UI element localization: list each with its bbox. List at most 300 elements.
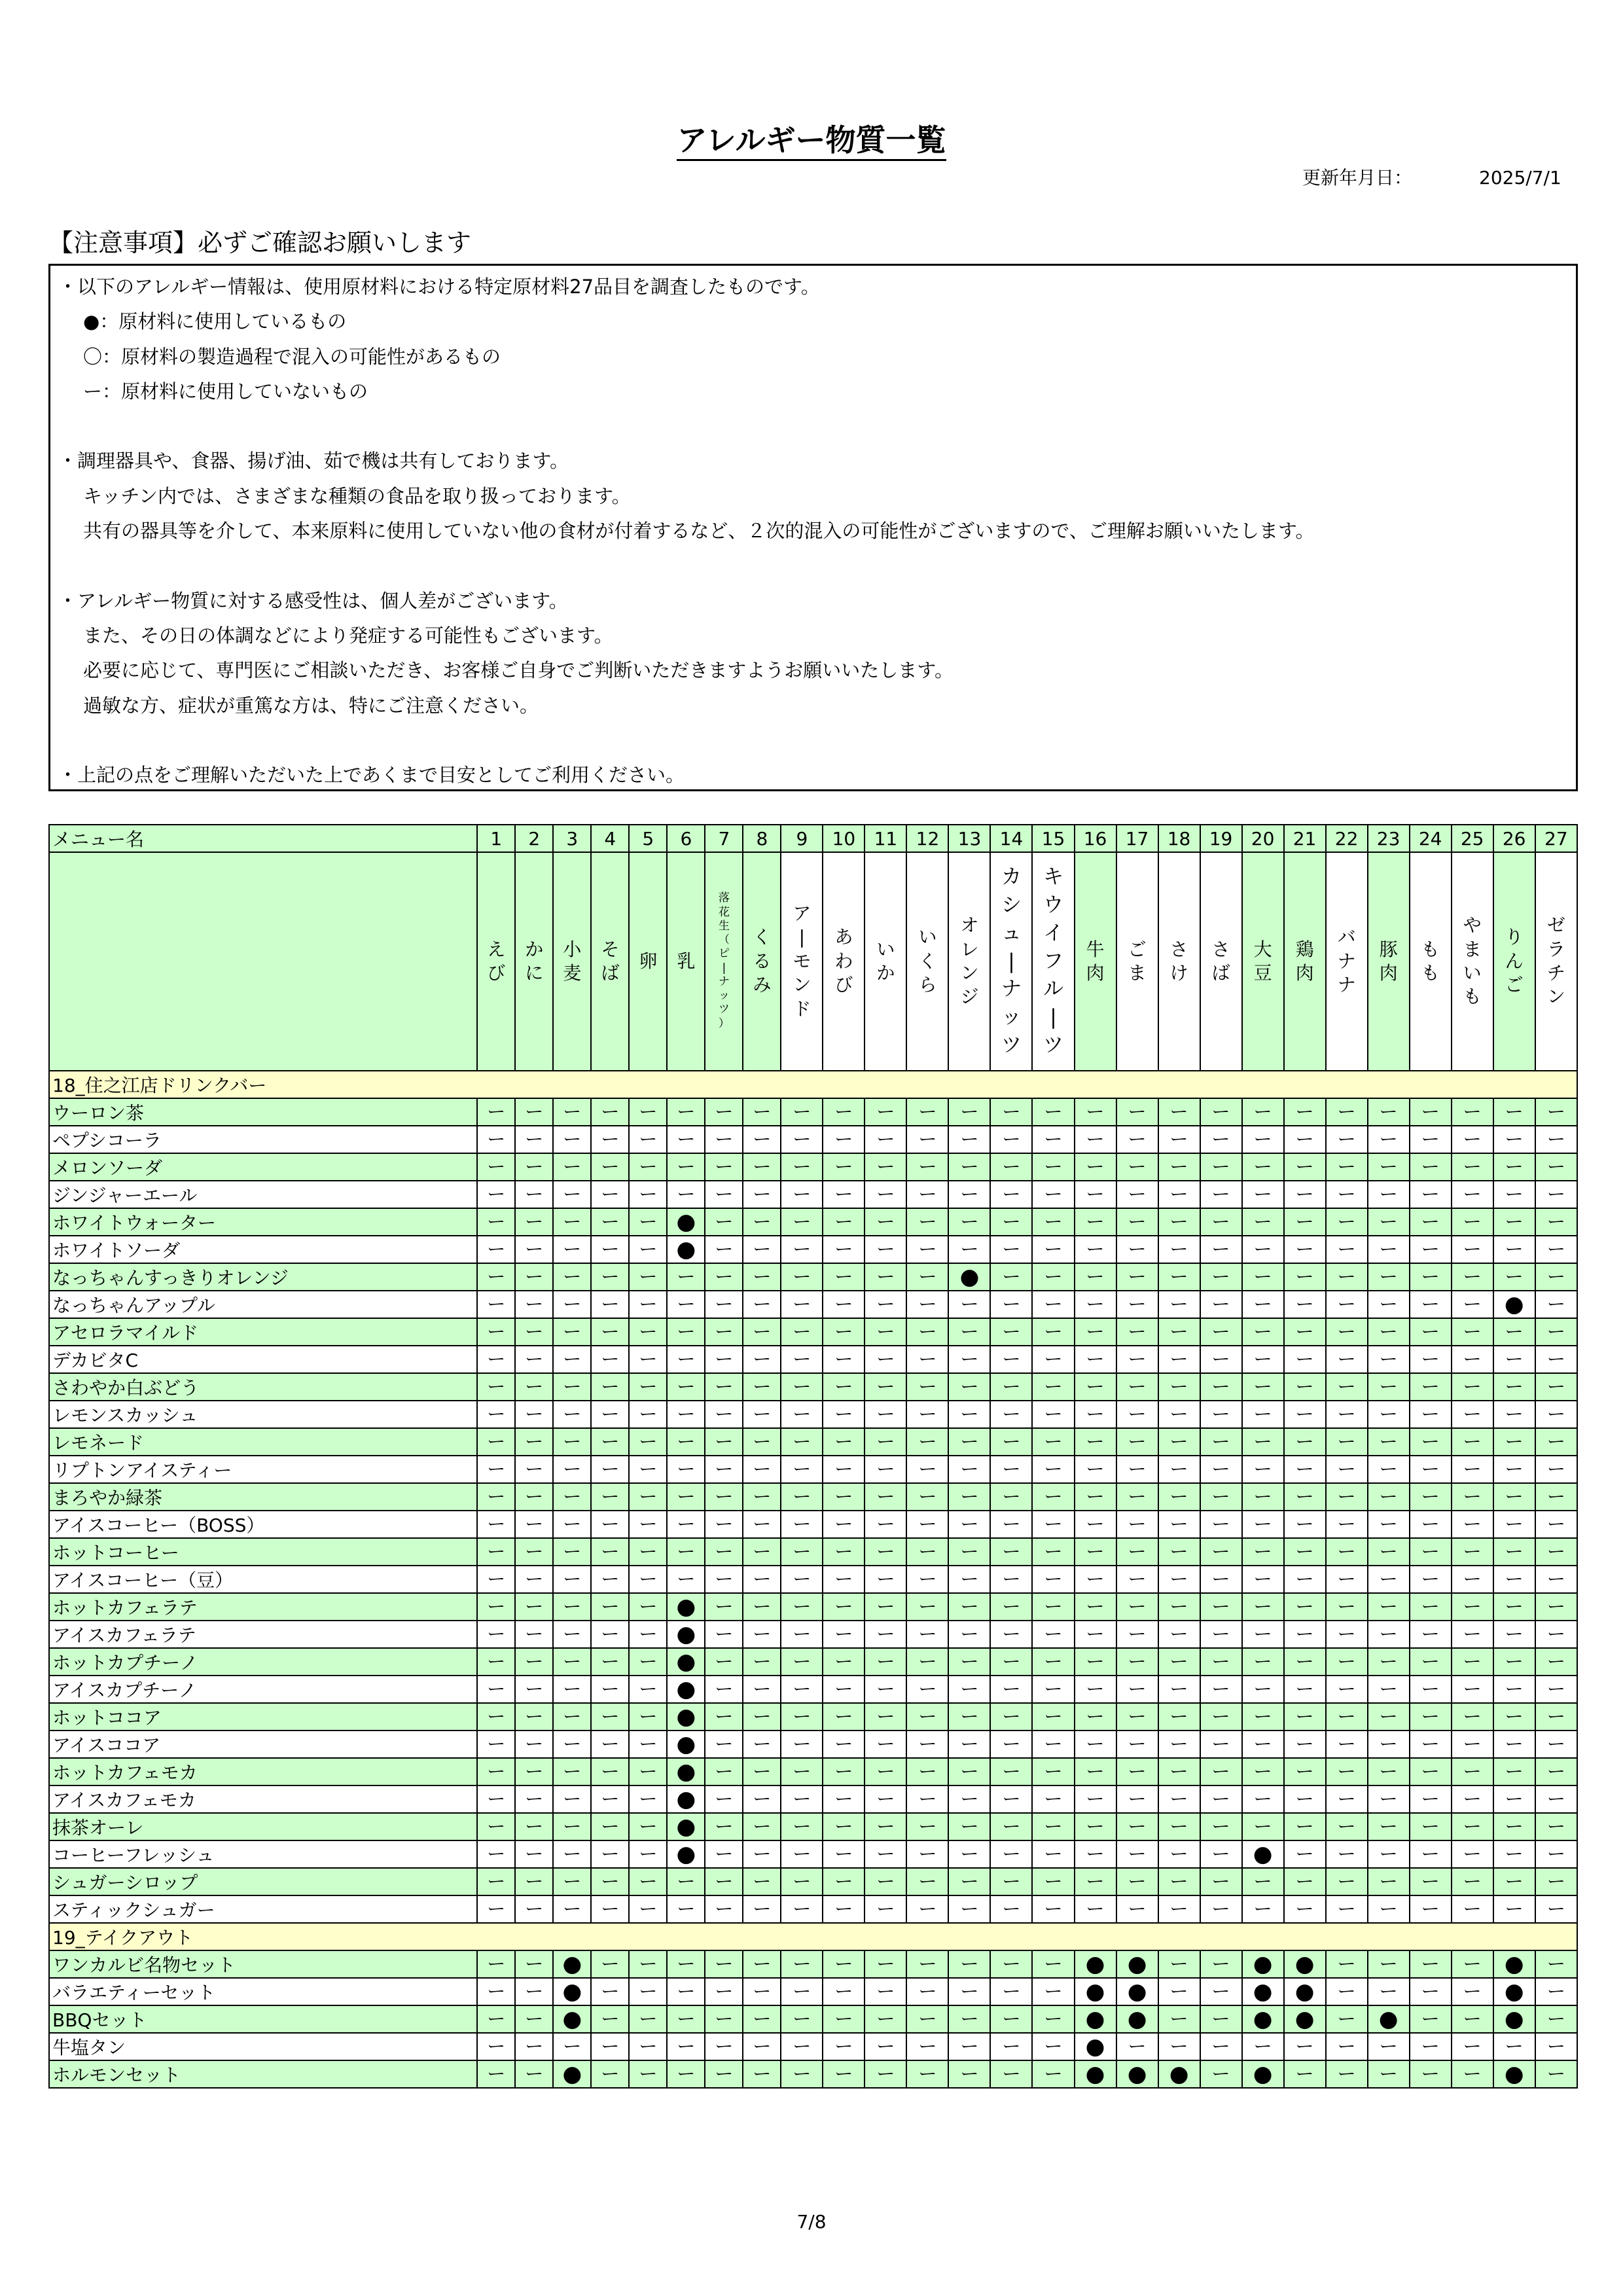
allergen-none-mark: ー [990, 1978, 1032, 2005]
allergen-none-mark: ー [990, 1318, 1032, 1346]
allergen-none-mark: ー [1242, 2033, 1284, 2060]
allergen-none-mark: ー [1493, 1538, 1535, 1566]
allergen-none-mark: ー [1116, 1153, 1158, 1181]
allergen-none-mark: ー [667, 1978, 705, 2005]
allergen-none-mark: ー [591, 1648, 629, 1676]
allergen-none-mark: ー [1032, 1676, 1074, 1703]
allergen-none-mark: ー [906, 1758, 948, 1785]
allergen-none-mark: ー [1032, 1318, 1074, 1346]
allergen-none-mark: ー [515, 1950, 553, 1978]
allergen-name [1368, 852, 1410, 1071]
allergen-none-mark: ー [1158, 2033, 1200, 2060]
allergen-none-mark: ー [865, 1758, 906, 1785]
allergen-none-mark: ー [1242, 1758, 1284, 1785]
allergen-none-mark: ー [906, 1456, 948, 1483]
allergen-none-mark: ー [1368, 1181, 1410, 1208]
allergen-none-mark: ー [906, 1895, 948, 1923]
allergen-none-mark: ー [1535, 1318, 1577, 1346]
allergen-none-mark: ー [1493, 1703, 1535, 1731]
allergen-none-mark: ー [865, 1538, 906, 1566]
allergen-name [823, 852, 865, 1071]
allergen-none-mark: ー [1242, 1346, 1284, 1373]
allergen-none-mark: ー [1368, 1098, 1410, 1126]
table-row [49, 1566, 1577, 1593]
allergen-none-mark: ー [948, 2005, 990, 2033]
allergen-number: 23 [1368, 825, 1410, 852]
allergen-none-mark: ー [743, 1868, 781, 1895]
allergen-none-mark: ー [1452, 1538, 1493, 1566]
allergen-none-mark: ー [515, 1538, 553, 1566]
allergen-none-mark: ー [781, 1291, 823, 1318]
allergen-none-mark: ー [1535, 1703, 1577, 1731]
allergen-none-mark: ー [1452, 1950, 1493, 1978]
allergen-used-mark: ● [553, 1950, 591, 1978]
table-row [49, 1263, 1577, 1291]
allergen-none-mark: ー [1075, 1456, 1116, 1483]
allergen-none-mark: ー [591, 1373, 629, 1401]
allergen-none-mark: ー [1116, 1483, 1158, 1511]
allergen-none-mark: ー [515, 2005, 553, 2033]
allergen-none-mark: ー [1452, 1181, 1493, 1208]
allergen-none-mark: ー [515, 1236, 553, 1263]
allergen-none-mark: ー [1410, 1236, 1452, 1263]
allergen-none-mark: ー [823, 1373, 865, 1401]
allergen-none-mark: ー [705, 1098, 743, 1126]
allergen-none-mark: ー [823, 1895, 865, 1923]
allergen-none-mark: ー [1116, 1098, 1158, 1126]
allergen-none-mark: ー [1493, 2033, 1535, 2060]
allergen-none-mark: ー [1158, 1456, 1200, 1483]
allergen-none-mark: ー [990, 1428, 1032, 1456]
allergen-none-mark: ー [1326, 1428, 1368, 1456]
allergen-none-mark: ー [591, 2033, 629, 2060]
allergen-none-mark: ー [515, 1153, 553, 1181]
allergen-none-mark: ー [948, 1401, 990, 1428]
allergen-none-mark: ー [515, 1126, 553, 1153]
allergen-none-mark: ー [629, 1483, 667, 1511]
allergen-none-mark: ー [1075, 1511, 1116, 1538]
allergen-none-mark: ー [948, 1291, 990, 1318]
allergen-none-mark: ー [948, 1840, 990, 1868]
allergen-none-mark: ー [553, 1318, 591, 1346]
allergen-none-mark: ー [1326, 1538, 1368, 1566]
allergen-none-mark: ー [1242, 1511, 1284, 1538]
allergen-none-mark: ー [1242, 1153, 1284, 1181]
allergen-none-mark: ー [948, 1373, 990, 1401]
allergen-number: 21 [1284, 825, 1326, 852]
allergen-none-mark: ー [1535, 1511, 1577, 1538]
allergen-none-mark: ー [1410, 1593, 1452, 1621]
allergen-none-mark: ー [1452, 1593, 1493, 1621]
allergen-used-mark: ● [1075, 1978, 1116, 2005]
allergen-none-mark: ー [865, 1676, 906, 1703]
allergen-none-mark: ー [865, 1978, 906, 2005]
allergen-none-mark: ー [1200, 1731, 1242, 1758]
allergen-number: 6 [667, 825, 705, 852]
allergen-none-mark: ー [1158, 1676, 1200, 1703]
update-date [1302, 164, 1561, 190]
allergen-none-mark: ー [515, 1978, 553, 2005]
allergen-none-mark: ー [1200, 1511, 1242, 1538]
allergen-none-mark: ー [1410, 1566, 1452, 1593]
menu-name: ペプシコーラ [49, 1126, 477, 1153]
allergen-used-mark: ● [1116, 2060, 1158, 2088]
allergen-number: 9 [781, 825, 823, 852]
allergen-none-mark: ー [477, 1263, 515, 1291]
allergen-none-mark: ー [1535, 1181, 1577, 1208]
allergen-none-mark: ー [591, 1621, 629, 1648]
allergen-none-mark: ー [1242, 1318, 1284, 1346]
allergen-none-mark: ー [948, 2060, 990, 2088]
allergen-name [553, 852, 591, 1071]
allergen-none-mark: ー [1032, 1621, 1074, 1648]
allergen-none-mark: ー [705, 1511, 743, 1538]
allergen-none-mark: ー [1200, 1208, 1242, 1236]
allergen-number: 22 [1326, 825, 1368, 852]
menu-name: なっちゃんアップル [49, 1291, 477, 1318]
allergen-none-mark: ー [591, 1428, 629, 1456]
allergen-none-mark: ー [477, 2033, 515, 2060]
allergen-none-mark: ー [1493, 1428, 1535, 1456]
allergen-name [1075, 852, 1116, 1071]
allergen-none-mark: ー [1326, 1566, 1368, 1593]
allergen-none-mark: ー [743, 1511, 781, 1538]
allergen-none-mark: ー [1200, 1428, 1242, 1456]
allergen-none-mark: ー [906, 1978, 948, 2005]
allergen-none-mark: ー [1326, 1731, 1368, 1758]
allergen-none-mark: ー [1493, 1868, 1535, 1895]
menu-name: アイスカフェラテ [49, 1621, 477, 1648]
allergen-none-mark: ー [743, 1840, 781, 1868]
allergen-none-mark: ー [781, 1868, 823, 1895]
allergen-number: 19 [1200, 825, 1242, 852]
allergen-none-mark: ー [1326, 1208, 1368, 1236]
allergen-none-mark: ー [1200, 1648, 1242, 1676]
allergen-none-mark: ー [591, 1676, 629, 1703]
allergen-none-mark: ー [1116, 1813, 1158, 1840]
allergen-none-mark: ー [705, 2033, 743, 2060]
allergen-none-mark: ー [1200, 1318, 1242, 1346]
allergen-none-mark: ー [553, 1153, 591, 1181]
allergen-none-mark: ー [948, 1236, 990, 1263]
allergen-none-mark: ー [1368, 1428, 1410, 1456]
allergen-name-text: 豚 肉 [1379, 938, 1398, 984]
allergen-none-mark: ー [1242, 1538, 1284, 1566]
allergen-none-mark: ー [1200, 1758, 1242, 1785]
allergen-none-mark: ー [990, 1840, 1032, 1868]
allergen-used-mark: ● [667, 1621, 705, 1648]
table-row [49, 2060, 1577, 2088]
allergen-none-mark: ー [1242, 1621, 1284, 1648]
notice-line: 共有の器具等を介して、本来原料に使用していない他の食材が付着するなど、２次的混入の可能性がございますので、ご理解お願いいたします。 [83, 520, 1315, 543]
allergen-none-mark: ー [1368, 1456, 1410, 1483]
allergen-none-mark: ー [515, 1373, 553, 1401]
allergen-none-mark: ー [781, 1978, 823, 2005]
allergen-none-mark: ー [1326, 1813, 1368, 1840]
allergen-none-mark: ー [1535, 1868, 1577, 1895]
allergen-none-mark: ー [553, 1813, 591, 1840]
allergen-none-mark: ー [823, 1538, 865, 1566]
allergen-none-mark: ー [553, 1703, 591, 1731]
allergen-none-mark: ー [823, 1676, 865, 1703]
allergen-none-mark: ー [705, 1373, 743, 1401]
allergen-none-mark: ー [667, 1428, 705, 1456]
allergen-none-mark: ー [629, 1373, 667, 1401]
table-row [49, 1346, 1577, 1373]
allergen-none-mark: ー [1032, 1401, 1074, 1428]
allergen-name [667, 852, 705, 1071]
allergen-none-mark: ー [1368, 1868, 1410, 1895]
allergen-none-mark: ー [1535, 1401, 1577, 1428]
allergen-none-mark: ー [781, 1758, 823, 1785]
allergen-none-mark: ー [515, 1291, 553, 1318]
allergen-none-mark: ー [1075, 1758, 1116, 1785]
allergen-name-text: り ん ご [1505, 926, 1524, 996]
allergen-none-mark: ー [1452, 1895, 1493, 1923]
allergen-none-mark: ー [515, 2060, 553, 2088]
menu-name: レモネード [49, 1428, 477, 1456]
allergen-name [1410, 852, 1452, 1071]
table-row [49, 1648, 1577, 1676]
notice-line: ・アレルギー物質に対する感受性は、個人差がございます。 [58, 589, 568, 612]
menu-name: コーヒーフレッシュ [49, 1840, 477, 1868]
allergen-name-text: 落 花 生 （ ピ | ナ ッ ツ ） [718, 891, 730, 1030]
allergen-none-mark: ー [1410, 1978, 1452, 2005]
allergen-none-mark: ー [1284, 1785, 1326, 1813]
allergen-none-mark: ー [1410, 1868, 1452, 1895]
allergen-none-mark: ー [1535, 1731, 1577, 1758]
allergen-none-mark: ー [743, 1263, 781, 1291]
allergen-none-mark: ー [477, 1895, 515, 1923]
allergen-name [1535, 852, 1577, 1071]
allergen-none-mark: ー [1158, 1346, 1200, 1373]
notice-heading: 【注意事項】必ずご確認お願いします [48, 228, 472, 257]
allergen-number: 2 [515, 825, 553, 852]
allergen-none-mark: ー [906, 1538, 948, 1566]
allergen-none-mark: ー [515, 1593, 553, 1621]
allergen-none-mark: ー [515, 1676, 553, 1703]
allergen-none-mark: ー [823, 1346, 865, 1373]
page-number: 7/8 [796, 2211, 827, 2233]
allergen-none-mark: ー [948, 1098, 990, 1126]
allergen-none-mark: ー [781, 1263, 823, 1291]
allergen-none-mark: ー [477, 1456, 515, 1483]
table-row [49, 1731, 1577, 1758]
allergen-used-mark: ● [667, 1785, 705, 1813]
allergen-none-mark: ー [1158, 1648, 1200, 1676]
allergen-none-mark: ー [781, 1126, 823, 1153]
allergen-none-mark: ー [477, 1813, 515, 1840]
allergen-none-mark: ー [1242, 1731, 1284, 1758]
allergen-none-mark: ー [1452, 1236, 1493, 1263]
allergen-none-mark: ー [1410, 1263, 1452, 1291]
allergen-none-mark: ー [948, 1868, 990, 1895]
allergen-none-mark: ー [1368, 1840, 1410, 1868]
allergen-none-mark: ー [515, 1566, 553, 1593]
allergen-none-mark: ー [1326, 1098, 1368, 1126]
allergen-none-mark: ー [705, 1263, 743, 1291]
allergen-none-mark: ー [906, 1731, 948, 1758]
allergen-none-mark: ー [667, 1263, 705, 1291]
allergen-none-mark: ー [667, 1373, 705, 1401]
allergen-none-mark: ー [1200, 1978, 1242, 2005]
allergen-none-mark: ー [1326, 1648, 1368, 1676]
allergen-none-mark: ー [823, 1428, 865, 1456]
allergen-none-mark: ー [1326, 1511, 1368, 1538]
allergen-none-mark: ー [1116, 1428, 1158, 1456]
allergen-none-mark: ー [1535, 1346, 1577, 1373]
allergen-none-mark: ー [629, 1978, 667, 2005]
allergen-none-mark: ー [823, 1785, 865, 1813]
allergen-none-mark: ー [990, 1153, 1032, 1181]
allergen-none-mark: ー [1032, 1813, 1074, 1840]
allergen-none-mark: ー [705, 1318, 743, 1346]
allergen-number: 7 [705, 825, 743, 852]
allergen-none-mark: ー [1368, 2033, 1410, 2060]
allergen-none-mark: ー [865, 2060, 906, 2088]
allergen-none-mark: ー [1116, 1346, 1158, 1373]
allergen-none-mark: ー [515, 1621, 553, 1648]
allergen-none-mark: ー [705, 1813, 743, 1840]
allergen-none-mark: ー [1493, 1236, 1535, 1263]
allergen-none-mark: ー [1493, 1401, 1535, 1428]
notice-line: ●：原材料に使用しているもの [83, 310, 347, 333]
allergen-none-mark: ー [705, 1483, 743, 1511]
allergen-none-mark: ー [1410, 1346, 1452, 1373]
allergen-none-mark: ー [743, 2060, 781, 2088]
allergen-none-mark: ー [591, 2060, 629, 2088]
allergen-none-mark: ー [553, 1621, 591, 1648]
allergen-none-mark: ー [553, 1181, 591, 1208]
allergen-none-mark: ー [906, 1511, 948, 1538]
allergen-number: 18 [1158, 825, 1200, 852]
allergen-none-mark: ー [865, 2005, 906, 2033]
allergen-none-mark: ー [1284, 1868, 1326, 1895]
allergen-none-mark: ー [823, 1291, 865, 1318]
allergen-name-text: バ ナ ナ [1337, 926, 1356, 996]
allergen-none-mark: ー [865, 1126, 906, 1153]
allergen-none-mark: ー [1368, 1758, 1410, 1785]
allergen-none-mark: ー [591, 1346, 629, 1373]
menu-name: さわやか白ぶどう [49, 1373, 477, 1401]
allergen-none-mark: ー [1200, 2060, 1242, 2088]
menu-name: まろやか緑茶 [49, 1483, 477, 1511]
allergen-none-mark: ー [1116, 1840, 1158, 1868]
allergen-none-mark: ー [990, 1950, 1032, 1978]
allergen-none-mark: ー [743, 1098, 781, 1126]
allergen-none-mark: ー [906, 1373, 948, 1401]
allergen-none-mark: ー [1452, 2060, 1493, 2088]
allergen-none-mark: ー [1493, 1208, 1535, 1236]
allergen-none-mark: ー [1075, 1813, 1116, 1840]
allergen-none-mark: ー [743, 1538, 781, 1566]
allergen-none-mark: ー [1368, 1291, 1410, 1318]
menu-name: ホワイトソーダ [49, 1236, 477, 1263]
allergen-none-mark: ー [906, 1126, 948, 1153]
allergen-none-mark: ー [1200, 1181, 1242, 1208]
allergen-none-mark: ー [1410, 1291, 1452, 1318]
allergen-none-mark: ー [1284, 1181, 1326, 1208]
allergen-none-mark: ー [823, 1098, 865, 1126]
allergen-name [906, 852, 948, 1071]
allergen-none-mark: ー [948, 1428, 990, 1456]
allergen-none-mark: ー [591, 1978, 629, 2005]
allergen-none-mark: ー [1200, 1813, 1242, 1840]
allergen-none-mark: ー [1242, 1593, 1284, 1621]
allergen-none-mark: ー [705, 1153, 743, 1181]
allergen-none-mark: ー [591, 1895, 629, 1923]
allergen-number: 11 [865, 825, 906, 852]
allergen-none-mark: ー [743, 1676, 781, 1703]
allergen-none-mark: ー [553, 1483, 591, 1511]
allergen-none-mark: ー [1242, 1263, 1284, 1291]
allergen-none-mark: ー [990, 1208, 1032, 1236]
allergen-none-mark: ー [1158, 1318, 1200, 1346]
allergen-none-mark: ー [865, 1566, 906, 1593]
allergen-none-mark: ー [1284, 1731, 1326, 1758]
allergen-none-mark: ー [990, 1236, 1032, 1263]
table-row [49, 1676, 1577, 1703]
allergen-used-mark: ● [1493, 1291, 1535, 1318]
allergen-none-mark: ー [906, 1318, 948, 1346]
allergen-none-mark: ー [743, 1236, 781, 1263]
allergen-none-mark: ー [477, 2005, 515, 2033]
allergen-none-mark: ー [1535, 2005, 1577, 2033]
allergen-none-mark: ー [1368, 1511, 1410, 1538]
allergen-none-mark: ー [781, 1785, 823, 1813]
allergen-number: 1 [477, 825, 515, 852]
allergen-number: 17 [1116, 825, 1158, 852]
allergen-none-mark: ー [1284, 1236, 1326, 1263]
allergen-table [48, 824, 1578, 2089]
allergen-name [1158, 852, 1200, 1071]
allergen-none-mark: ー [823, 1483, 865, 1511]
allergen-none-mark: ー [1368, 1373, 1410, 1401]
allergen-none-mark: ー [1535, 1840, 1577, 1868]
allergen-none-mark: ー [865, 1785, 906, 1813]
allergen-name [629, 852, 667, 1071]
allergen-none-mark: ー [1242, 1676, 1284, 1703]
allergen-none-mark: ー [1116, 1126, 1158, 1153]
table-row [49, 1840, 1577, 1868]
allergen-none-mark: ー [1368, 1731, 1410, 1758]
allergen-none-mark: ー [515, 2033, 553, 2060]
allergen-none-mark: ー [1368, 1593, 1410, 1621]
allergen-name-text: も も [1421, 938, 1440, 984]
allergen-none-mark: ー [1032, 1758, 1074, 1785]
allergen-none-mark: ー [1368, 1208, 1410, 1236]
allergen-none-mark: ー [629, 1868, 667, 1895]
allergen-none-mark: ー [1452, 1511, 1493, 1538]
allergen-none-mark: ー [948, 1153, 990, 1181]
allergen-none-mark: ー [1200, 1126, 1242, 1153]
allergen-none-mark: ー [1075, 1566, 1116, 1593]
allergen-none-mark: ー [1242, 1291, 1284, 1318]
allergen-none-mark: ー [906, 1648, 948, 1676]
allergen-none-mark: ー [823, 1731, 865, 1758]
allergen-none-mark: ー [1242, 1648, 1284, 1676]
allergen-none-mark: ー [477, 1566, 515, 1593]
allergen-none-mark: ー [865, 2033, 906, 2060]
allergen-none-mark: ー [1326, 1401, 1368, 1428]
allergen-none-mark: ー [629, 1621, 667, 1648]
allergen-none-mark: ー [1158, 1401, 1200, 1428]
allergen-none-mark: ー [906, 1621, 948, 1648]
allergen-none-mark: ー [477, 1758, 515, 1785]
allergen-none-mark: ー [1032, 1126, 1074, 1153]
allergen-none-mark: ー [629, 1511, 667, 1538]
allergen-none-mark: ー [1032, 1181, 1074, 1208]
